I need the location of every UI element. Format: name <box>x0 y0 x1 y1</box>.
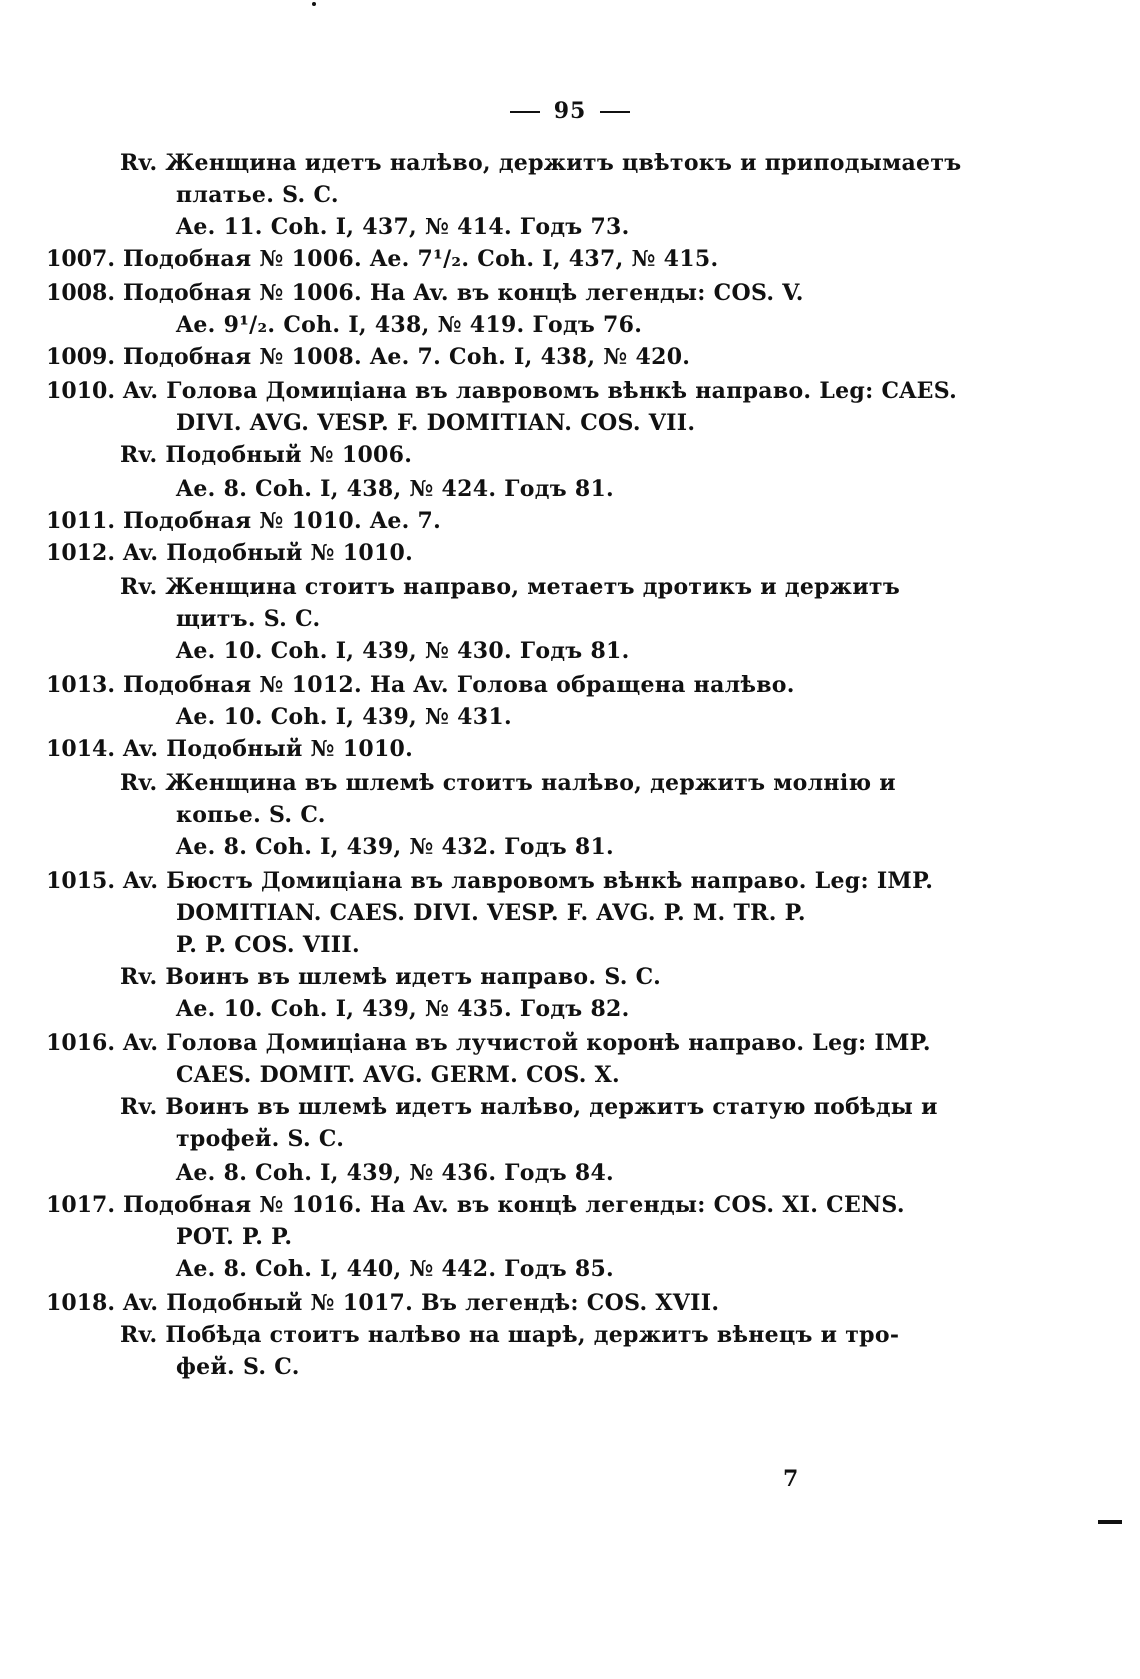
entry-number: 1013. <box>46 672 115 698</box>
entry-number: 1009. <box>46 344 115 370</box>
entry-text-line: Ae. 8. Coh. I, 439, № 432. Годъ 81. <box>176 834 615 860</box>
top-dot-mark <box>312 2 316 6</box>
entry-number: 1016. <box>46 1030 115 1056</box>
entry-text-line: Ae. 10. Coh. I, 439, № 435. Годъ 82. <box>176 996 630 1022</box>
entry-number: 1008. <box>46 280 115 306</box>
entry-text-line: Av. Подобный № 1010. <box>123 540 414 566</box>
entry-text-line: Rv. Женщина стоитъ направо, метаетъ дротикъ и держитъ <box>120 574 901 600</box>
entry-text-line: Подобная № 1008. Ae. 7. Coh. I, 438, № 420. <box>123 344 691 370</box>
entry-text-line: копье. S. C. <box>176 802 326 828</box>
entry-text-line: Ae. 10. Coh. I, 439, № 431. <box>176 704 512 730</box>
entry-text-line: Ae. 8. Coh. I, 438, № 424. Годъ 81. <box>176 476 615 502</box>
entry-number: 1018. <box>46 1290 115 1316</box>
entry-text-line: Rv. Воинъ въ шлемѣ идетъ налѣво, держитъ статую побѣды и <box>120 1094 938 1120</box>
entry-text-line: CAES. DOMIT. AVG. GERM. COS. X. <box>176 1062 621 1088</box>
header-dash-left <box>510 111 540 113</box>
entry-text-line: DIVI. AVG. VESP. F. DOMITIAN. COS. VII. <box>176 410 696 436</box>
entry-text-line: Rv. Женщина идетъ налѣво, держитъ цвѣтокъ и приподымаетъ <box>120 150 962 176</box>
entry-number: 1017. <box>46 1192 115 1218</box>
entry-number: 1011. <box>46 508 115 534</box>
entry-text-line: Av. Подобный № 1017. Въ легендѣ: COS. XVII. <box>123 1290 720 1316</box>
entry-number: 1012. <box>46 540 115 566</box>
entry-text-line: Подобная № 1010. Ae. 7. <box>123 508 442 534</box>
page-number: 95 <box>553 98 587 124</box>
entry-text-line: щитъ. S. C. <box>176 606 321 632</box>
entry-text-line: Rv. Подобный № 1006. <box>120 442 413 468</box>
entry-text-line: Подобная № 1016. На Av. въ концѣ легенды: COS. XI. CENS. <box>123 1192 905 1218</box>
entry-text-line: платье. S. C. <box>176 182 339 208</box>
entry-text-line: Rv. Женщина въ шлемѣ стоитъ налѣво, держитъ молнію и <box>120 770 896 796</box>
header-dash-right <box>600 111 630 113</box>
entry-text-line: Подобная № 1006. Ae. 7¹/₂. Coh. I, 437, № 415. <box>123 246 719 272</box>
entry-text-line: Ae. 10. Coh. I, 439, № 430. Годъ 81. <box>176 638 630 664</box>
entry-text-line: Ae. 8. Coh. I, 439, № 436. Годъ 84. <box>176 1160 615 1186</box>
entry-text-line: Av. Бюстъ Домиціана въ лавровомъ вѣнкѣ направо. Leg: IMP. <box>123 868 934 894</box>
entry-text-line: Ae. 11. Coh. I, 437, № 414. Годъ 73. <box>176 214 630 240</box>
entry-text-line: Подобная № 1012. На Av. Голова обращена налѣво. <box>123 672 795 698</box>
entry-number: 1007. <box>46 246 115 272</box>
entry-text-line: Rv. Воинъ въ шлемѣ идетъ направо. S. C. <box>120 964 662 990</box>
entry-text-line: фей. S. C. <box>176 1354 300 1380</box>
entry-text-line: Av. Голова Домиціана въ лучистой коронѣ направо. Leg: IMP. <box>123 1030 931 1056</box>
entry-text-line: трофей. S. C. <box>176 1126 345 1152</box>
page-header <box>0 98 1140 124</box>
entry-number: 1015. <box>46 868 115 894</box>
entry-text-line: POT. P. P. <box>176 1224 293 1250</box>
entry-text-line: Rv. Побѣда стоитъ налѣво на шарѣ, держитъ вѣнецъ и тро- <box>120 1322 900 1348</box>
entry-number: 1014. <box>46 736 115 762</box>
entry-text-line: Ae. 9¹/₂. Coh. I, 438, № 419. Годъ 76. <box>176 312 643 338</box>
entry-text-line: Av. Голова Домиціана въ лавровомъ вѣнкѣ направо. Leg: CAES. <box>123 378 958 404</box>
edge-dash-mark <box>1098 1520 1122 1524</box>
signature-mark: 7 <box>783 1466 799 1492</box>
entry-text-line: Подобная № 1006. На Av. въ концѣ легенды: COS. V. <box>123 280 804 306</box>
entry-text-line: Av. Подобный № 1010. <box>123 736 414 762</box>
entry-text-line: P. P. COS. VIII. <box>176 932 360 958</box>
entry-text-line: DOMITIAN. CAES. DIVI. VESP. F. AVG. P. M. TR. P. <box>176 900 806 926</box>
entry-text-line: Ae. 8. Coh. I, 440, № 442. Годъ 85. <box>176 1256 615 1282</box>
entry-number: 1010. <box>46 378 115 404</box>
